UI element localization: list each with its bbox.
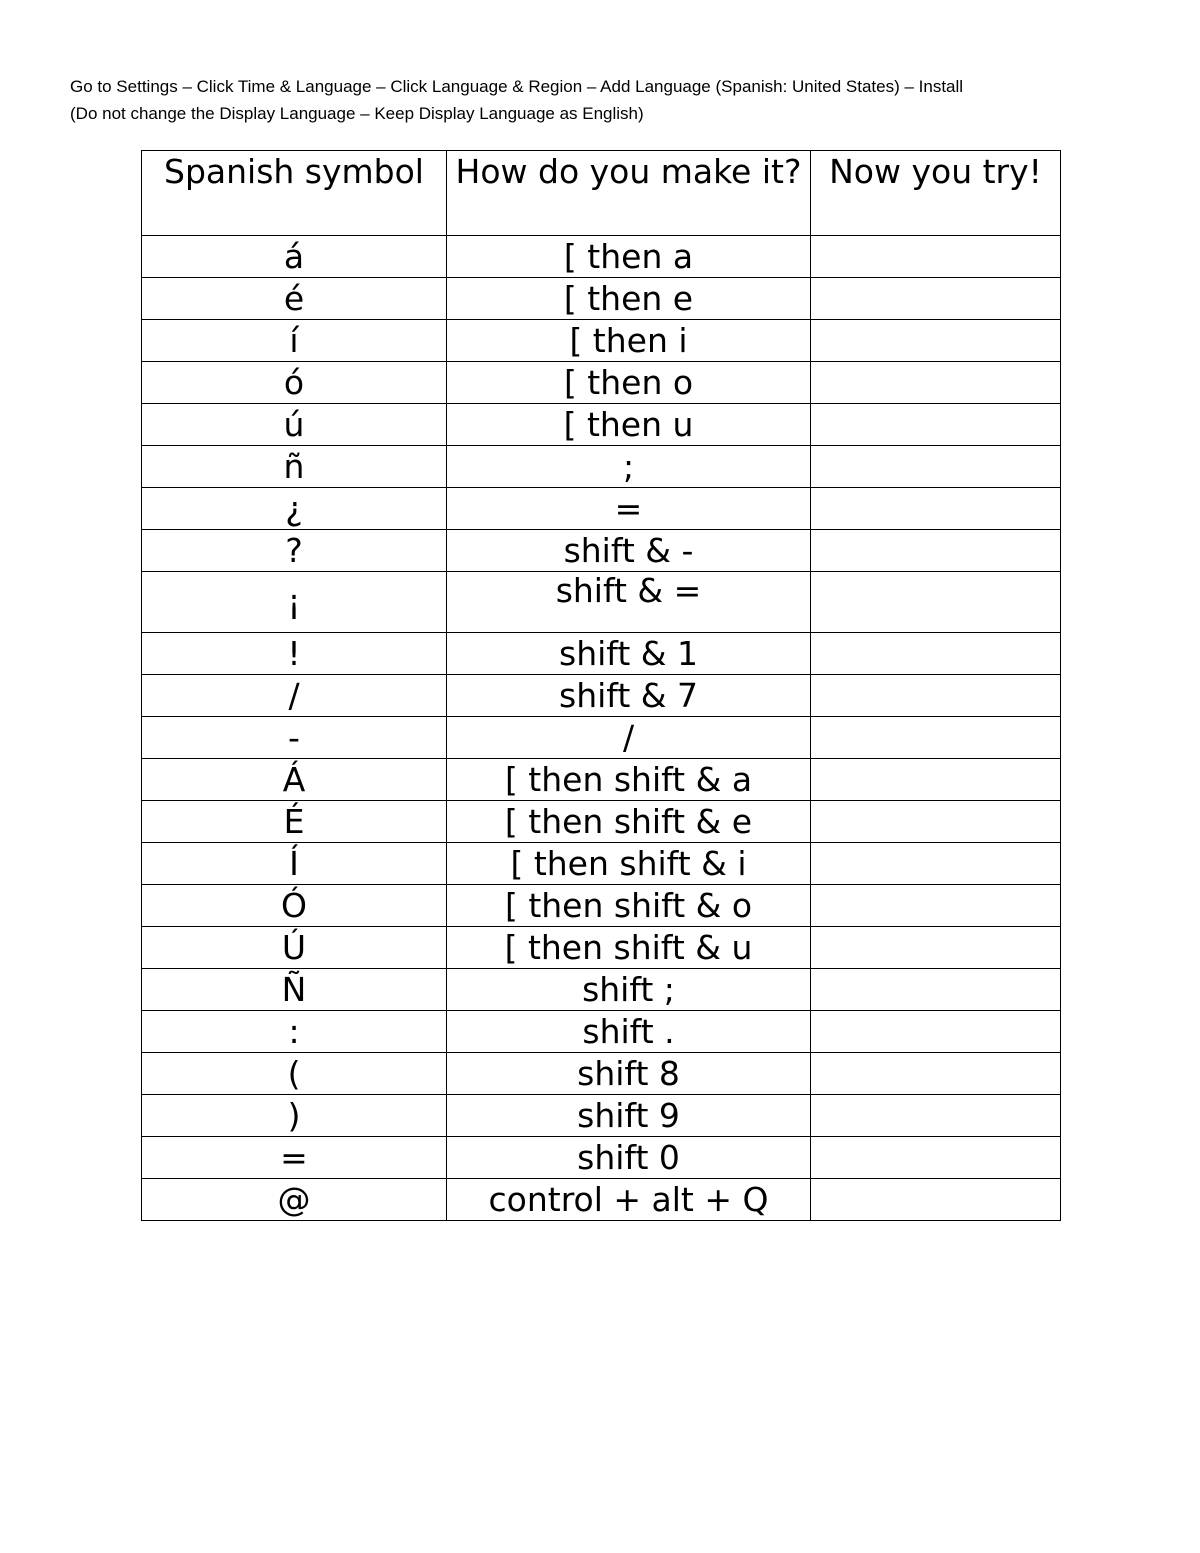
header-spanish-symbol: Spanish symbol [142,151,447,236]
how-cell: shift ; [447,969,811,1011]
table-row [142,759,1061,801]
how-cell: shift 9 [447,1095,811,1137]
symbol-cell: Í [142,843,447,885]
try-cell[interactable] [811,404,1061,446]
try-cell[interactable] [811,1053,1061,1095]
how-cell: shift & 7 [447,675,811,717]
how-cell: [ then shift & u [447,927,811,969]
try-cell[interactable] [811,1137,1061,1179]
table-row [142,843,1061,885]
try-cell[interactable] [811,530,1061,572]
symbol-cell: Á [142,759,447,801]
instructions-line-1: Go to Settings – Click Time & Language – Click Language & Region – Add Language (Spanish: United States) – Install [70,77,964,96]
try-cell[interactable] [811,446,1061,488]
symbol-cell: = [142,1137,447,1179]
table-row [142,488,1061,530]
try-cell[interactable] [811,488,1061,530]
symbol-cell: Ú [142,927,447,969]
try-cell[interactable] [811,278,1061,320]
symbol-cell: / [142,675,447,717]
how-cell: shift . [447,1011,811,1053]
symbol-cell: - [142,717,447,759]
try-cell[interactable] [811,236,1061,278]
how-cell: [ then shift & a [447,759,811,801]
try-cell[interactable] [811,675,1061,717]
symbol-cell: ! [142,633,447,675]
how-cell: shift & = [447,572,811,633]
table-row [142,1053,1061,1095]
table-row [142,1179,1061,1221]
how-cell: shift 8 [447,1053,811,1095]
symbol-cell: @ [142,1179,447,1221]
how-cell: [ then o [447,362,811,404]
table-row [142,717,1061,759]
symbol-cell: ñ [142,446,447,488]
spanish-symbols-table [141,150,1061,1221]
table-row [142,1011,1061,1053]
table-header-row [142,151,1061,236]
how-cell: ; [447,446,811,488]
symbol-cell: Ñ [142,969,447,1011]
how-cell: [ then shift & i [447,843,811,885]
how-cell: shift 0 [447,1137,811,1179]
table-row [142,927,1061,969]
symbol-cell: ( [142,1053,447,1095]
symbol-cell: í [142,320,447,362]
table-row [142,1095,1061,1137]
header-now-you-try: Now you try! [811,151,1061,236]
how-cell: / [447,717,811,759]
try-cell[interactable] [811,885,1061,927]
table-row [142,1137,1061,1179]
how-cell: [ then shift & e [447,801,811,843]
try-cell[interactable] [811,572,1061,633]
try-cell[interactable] [811,1095,1061,1137]
try-cell[interactable] [811,362,1061,404]
instructions-line-2: (Do not change the Display Language – Keep Display Language as English) [70,104,644,123]
table-row [142,530,1061,572]
try-cell[interactable] [811,320,1061,362]
how-cell: shift & 1 [447,633,811,675]
header-how-to-make: How do you make it? [447,151,811,236]
symbol-cell: á [142,236,447,278]
symbol-cell: : [142,1011,447,1053]
symbol-cell: ú [142,404,447,446]
try-cell[interactable] [811,759,1061,801]
symbol-cell: é [142,278,447,320]
symbol-cell: ) [142,1095,447,1137]
try-cell[interactable] [811,801,1061,843]
table-row [142,675,1061,717]
how-cell: shift & - [447,530,811,572]
how-cell: [ then i [447,320,811,362]
try-cell[interactable] [811,633,1061,675]
how-cell: [ then shift & o [447,885,811,927]
table-row [142,362,1061,404]
how-cell: = [447,488,811,530]
table-row [142,969,1061,1011]
how-cell: [ then a [447,236,811,278]
how-cell: control + alt + Q [447,1179,811,1221]
table-row [142,572,1061,633]
symbol-cell: ¿ [142,488,447,530]
try-cell[interactable] [811,1011,1061,1053]
table-row [142,446,1061,488]
table-row [142,236,1061,278]
try-cell[interactable] [811,717,1061,759]
table-row [142,320,1061,362]
table-row [142,404,1061,446]
table-row [142,633,1061,675]
table-row [142,278,1061,320]
try-cell[interactable] [811,843,1061,885]
try-cell[interactable] [811,927,1061,969]
instructions [70,73,1130,127]
symbol-cell: ? [142,530,447,572]
try-cell[interactable] [811,1179,1061,1221]
symbol-cell: Ó [142,885,447,927]
symbol-cell: É [142,801,447,843]
try-cell[interactable] [811,969,1061,1011]
table-row [142,885,1061,927]
symbol-cell: ¡ [142,572,447,633]
symbol-cell: ó [142,362,447,404]
how-cell: [ then u [447,404,811,446]
how-cell: [ then e [447,278,811,320]
table-row [142,801,1061,843]
